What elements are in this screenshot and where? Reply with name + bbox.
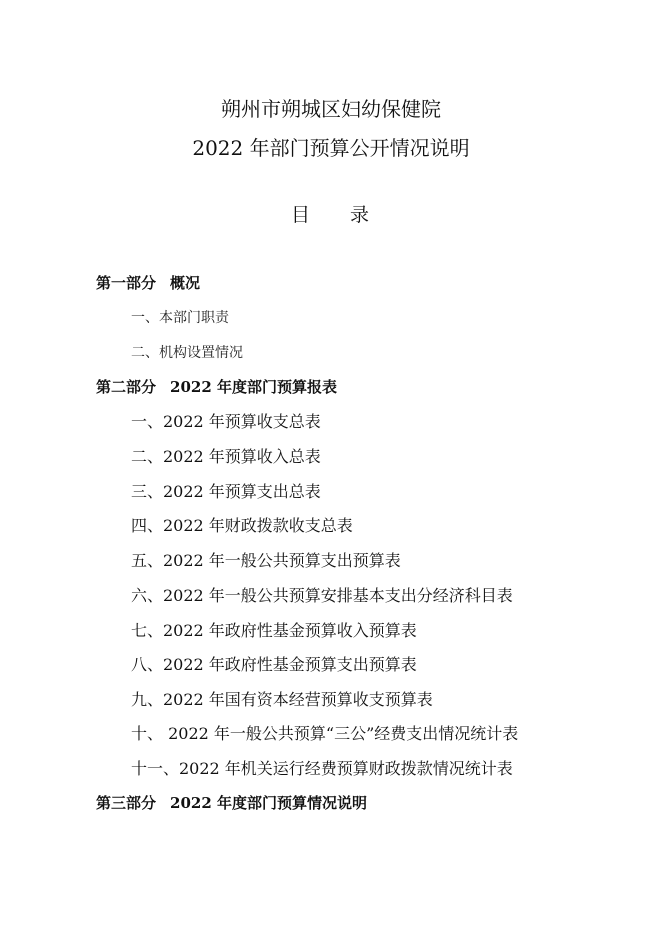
toc-part-2: [96, 376, 337, 397]
toc-item: 一、2022 年预算收支总表: [131, 412, 321, 431]
toc-item: 六、2022 年一般公共预算安排基本支出分经济科目表: [131, 586, 513, 605]
toc-item: 八、2022 年政府性基金预算支出预算表: [131, 655, 417, 674]
toc-item: 四、2022 年财政拨款收支总表: [131, 516, 353, 535]
toc-part-name: 2022 年度部门预算报表: [170, 378, 337, 396]
document-title-line2: 2022 年部门预算公开情况说明: [192, 136, 470, 160]
document-title-line1: 朔州市朔城区妇幼保健院: [221, 97, 441, 121]
toc-item: 七、2022 年政府性基金预算收入预算表: [131, 621, 417, 640]
toc-heading-char1: 目: [290, 204, 312, 226]
toc-heading-char2: 录: [350, 204, 372, 226]
toc-item: 一、本部门职责: [131, 310, 229, 326]
toc-part-1: [96, 272, 200, 293]
toc-part-3: [96, 792, 367, 813]
toc-item: 三、2022 年预算支出总表: [131, 482, 321, 501]
toc-heading: [0, 200, 662, 227]
toc-part-label: 第一部分: [96, 274, 157, 292]
toc-item: 五、2022 年一般公共预算支出预算表: [131, 551, 401, 570]
toc-item: 二、机构设置情况: [131, 345, 243, 361]
toc-item: 二、2022 年预算收入总表: [131, 447, 321, 466]
toc-item: 九、2022 年国有资本经营预算收支预算表: [131, 690, 433, 709]
toc-item: 十一、2022 年机关运行经费预算财政拨款情况统计表: [131, 759, 513, 778]
toc-part-label: 第三部分: [96, 794, 157, 812]
toc-item: 十、 2022 年一般公共预算“三公”经费支出情况统计表: [131, 724, 519, 743]
toc-part-label: 第二部分: [96, 378, 157, 396]
toc-part-name: 2022 年度部门预算情况说明: [170, 794, 367, 812]
toc-part-name: 概况: [170, 274, 201, 292]
